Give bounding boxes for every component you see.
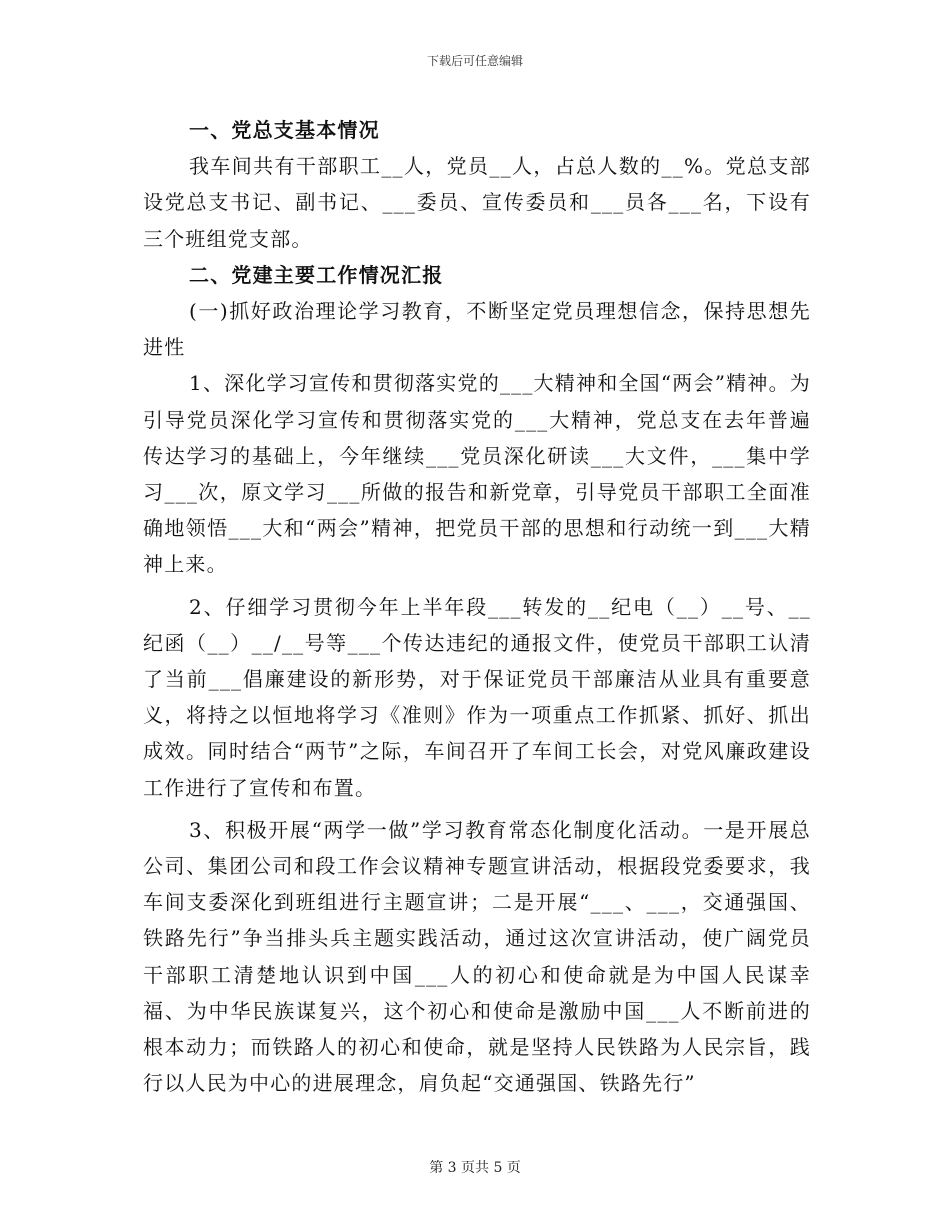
document-body [143, 112, 811, 1101]
page-footer: 第 3 页共 5 页 [429, 1160, 521, 1176]
paragraph-item-2: 2、仔细学习贯彻今年上半年段___转发的__纪电（__）__号、__纪函（__）__/__号等___个传达违纪的通报文件，使党员干部职工认清了当前___倡廉建设的新形势，对于保证党员干部廉洁从业具有重要意义，将持之以恒地将学习《准则》作为一项重点工作抓紧、抓好、抓出成效。同时结合“两节”之际，车间召开了车间工长会，对党风廉政建设工作进行了宣传和布置。 [143, 594, 811, 800]
paragraph-basic-situation: 我车间共有干部职工__人，党员__人，占总人数的__%。党总支部设党总支书记、副书记、___委员、宣传委员和___员各___名，下设有三个班组党支部。 [143, 154, 811, 251]
section-heading-main-work: 二、党建主要工作情况汇报 [189, 262, 444, 287]
page-header: 下载后可任意编辑 [426, 54, 523, 68]
paragraph-item-1: 1、深化学习宣传和贯彻落实党的___大精神和全国“两会”精神。为引导党员深化学习宣传和贯彻落实党的___大精神，党总支在去年普遍传达学习的基础上，今年继续___党员深化研读___大文件，___集中学习___次，原文学习___所做的报告和新党章，引导党员干部职工全面准确地领悟___大和“两会”精神，把党员干部的思想和行动统一到___大精神上来。 [143, 371, 811, 577]
section-heading-basic-situation: 一、党总支基本情况 [189, 118, 380, 142]
paragraph-item-3: 3、积极开展“两学一做”学习教育常态化制度化活动。一是开展总公司、集团公司和段工作会议精神专题宣讲活动，根据段党委要求，我车间支委深化到班组进行主题宣讲；二是开展“___、___，交通强国、铁路先行”争当排头兵主题实践活动，通过这次宣讲活动，使广阔党员干部职工清楚地认识到中国___人的初心和使命就是为中国人民谋幸福、为中华民族谋复兴，这个初心和使命是激励中国___人不断前进的根本动力；而铁路人的初心和使命，就是坚持人民铁路为人民宗旨，践行以人民为中心的进展理念，肩负起“交通强国、铁路先行” [143, 817, 811, 1096]
paragraph-subheading-theory-study: (一)抓好政治理论学习教育，不断坚定党员理想信念，保持思想先进性 [143, 299, 811, 360]
